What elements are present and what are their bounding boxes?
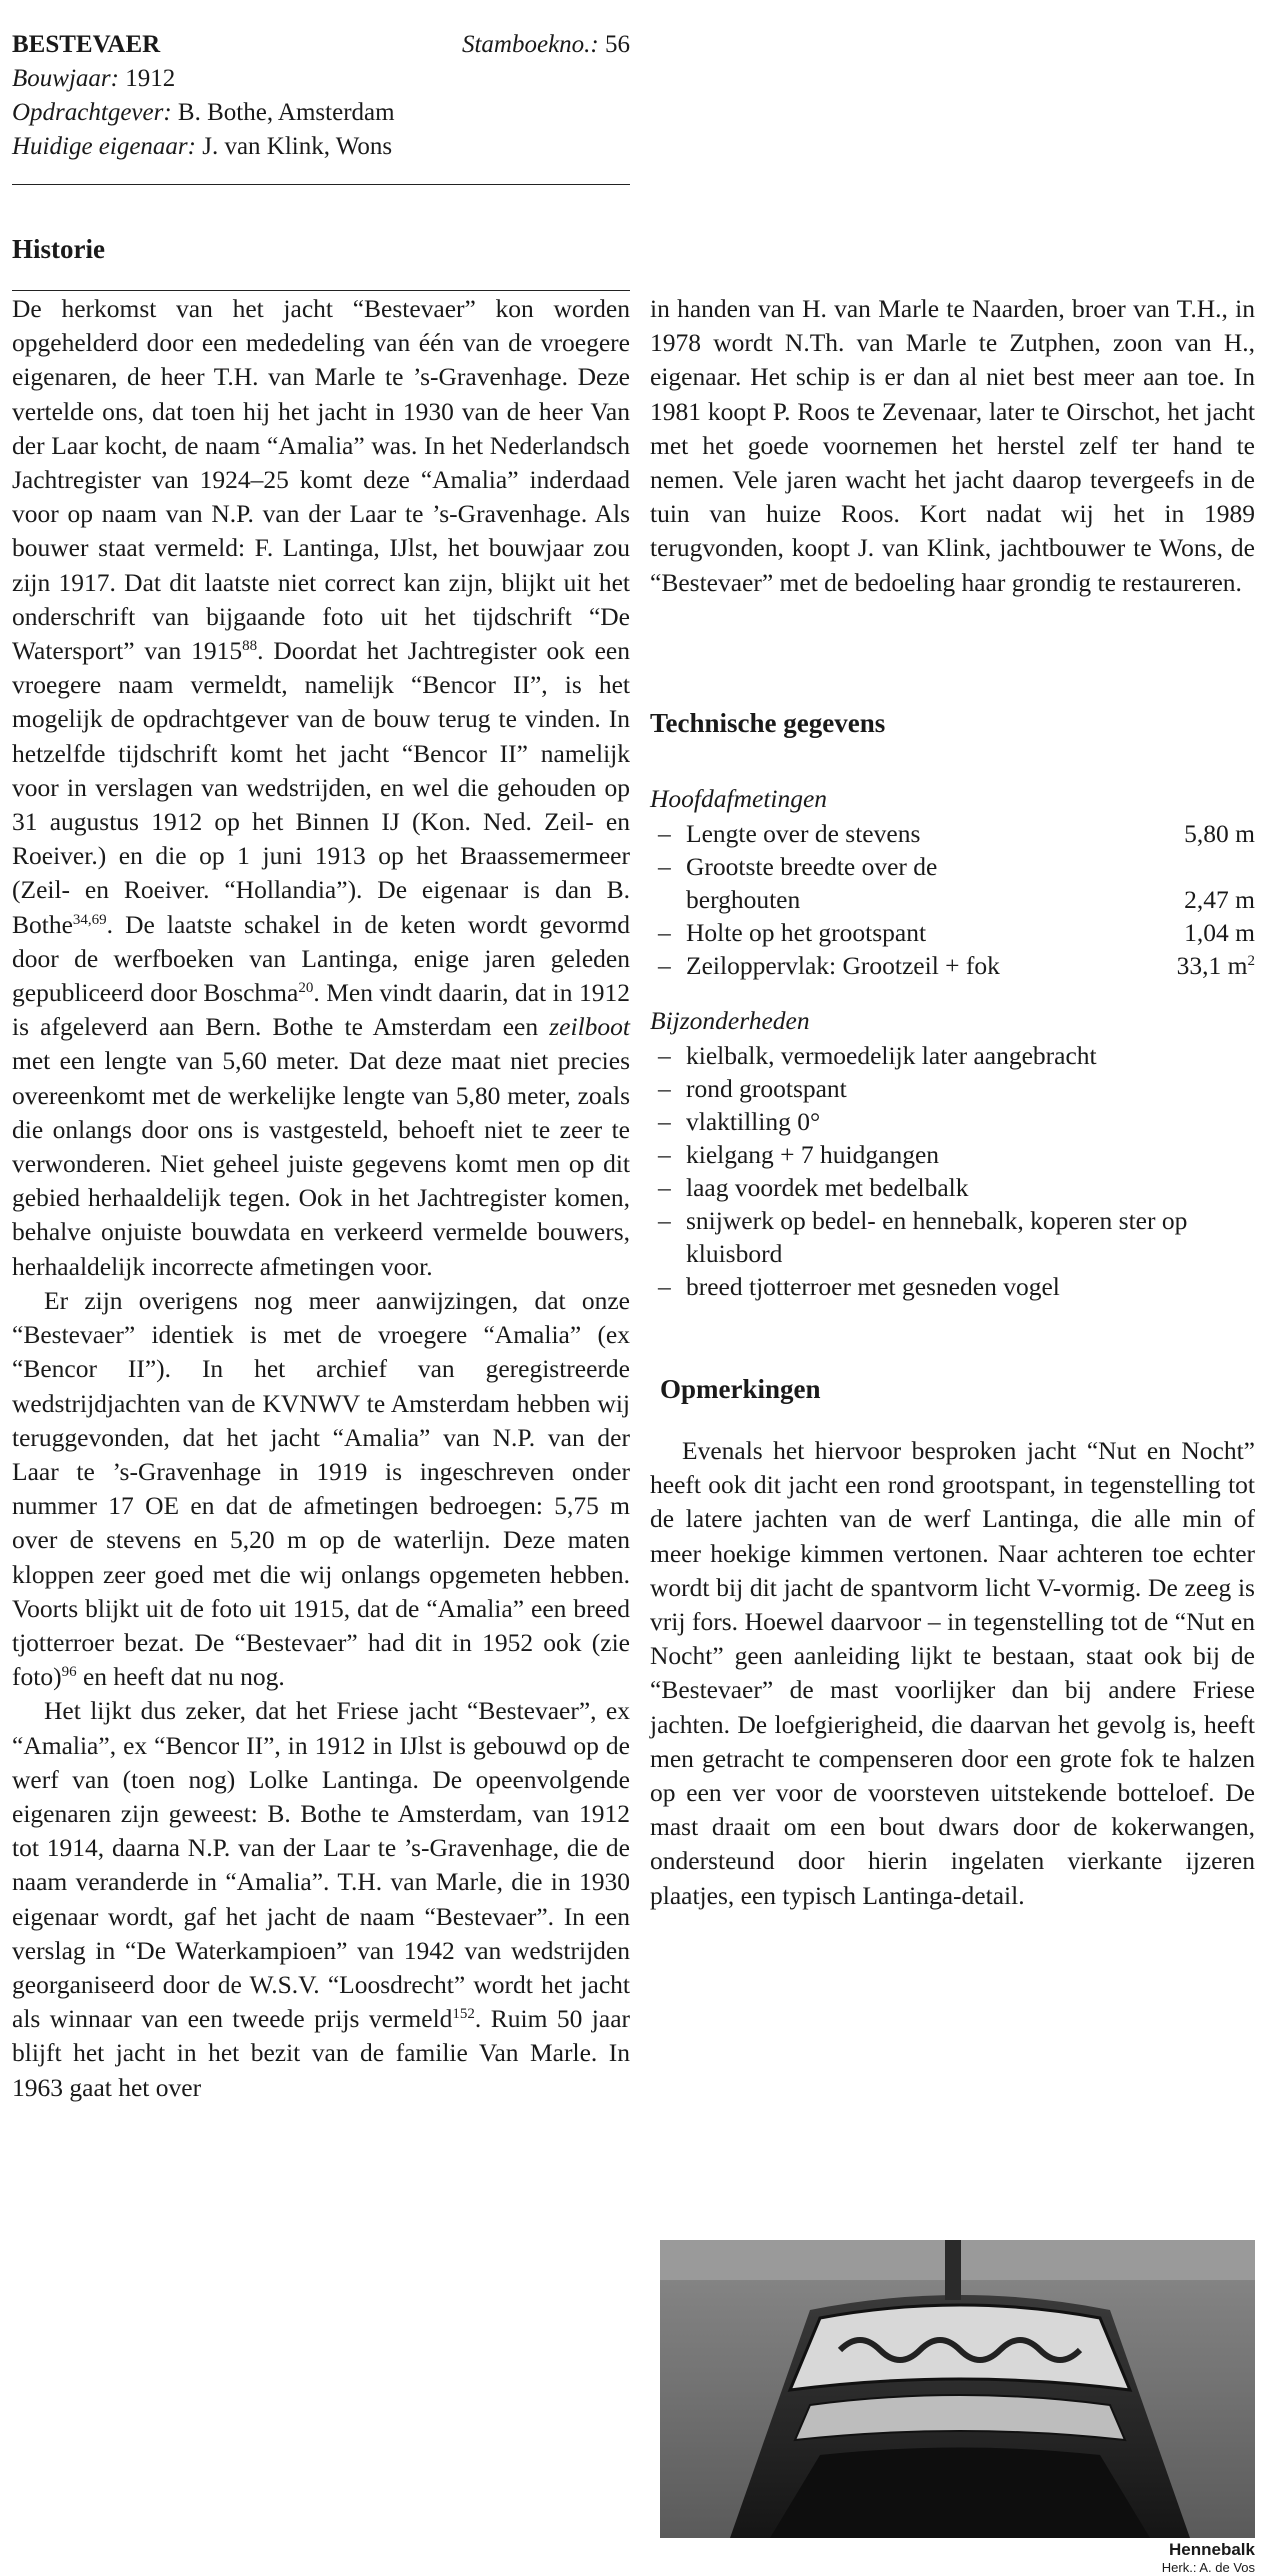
- eigenaar-value: J. van Klink, Wons: [202, 133, 393, 160]
- list-dash: –: [658, 1206, 671, 1235]
- header-rule: [12, 184, 630, 185]
- opdrachtgever-value: B. Bothe, Amsterdam: [177, 99, 395, 126]
- list-dash: –: [658, 1173, 671, 1202]
- dimension-value: 5,80 m: [1184, 819, 1255, 848]
- list-dash: –: [658, 1140, 671, 1169]
- dimensions-list: [650, 817, 1255, 982]
- ship-name: BESTEVAER: [12, 31, 161, 58]
- bijzonderheden-list: [650, 1039, 1255, 1303]
- footnote-ref: 20: [298, 980, 314, 997]
- opmerkingen-paragraph: Evenals het hiervoor besproken jacht “Nut en Nocht” heeft ook dit jacht een rond grootspant, in tegenstelling tot de latere jachten van de werf Lantinga, die alle min of meer hoekige kimmen vertonen. Naar achteren toe echter wordt bij dit jacht de spantvorm licht V-vormig. De zeeg is vrij fors. Hoewel daarvoor – in tegenstelling tot de “Nut en Nocht” geen aanleiding lijkt te bestaan, staat ook bij de “Bestevaer” de mast voorlijker dan bij andere Friese jachten. De loefgierigheid, die daarvan het gevolg is, heeft men getracht te compenseren door een grote fok te halzen op een ver voor de voorsteven uitstekende botteloef. De mast draait om een bout dwars door de kokerwangen, ondersteund door hierin ingelaten vierkante ijzeren plaatjes, een typisch Lantinga-detail.: [650, 1436, 1255, 1910]
- opdrachtgever-line: [12, 96, 630, 130]
- dimension-row: [650, 883, 1255, 916]
- bijzonderheid-item: – kielbalk, vermoedelijk later aangebracht: [658, 1041, 1097, 1070]
- dimension-label: Lengte over de stevens: [686, 819, 921, 848]
- bouwjaar-value: 1912: [125, 65, 176, 92]
- dimension-label: berghouten: [686, 885, 801, 914]
- dimension-row: [650, 949, 1255, 982]
- footnote-ref: 96: [61, 1664, 77, 1681]
- eigenaar-line: [12, 130, 630, 164]
- dimension-row: [650, 817, 1255, 850]
- list-dash: –: [658, 1107, 671, 1136]
- technische-gegevens: [650, 782, 1255, 1303]
- dimension-label: Holte op het grootspant: [686, 918, 927, 947]
- dimension-value: 1,04 m: [1184, 918, 1255, 947]
- eigenaar-label: Huidige eigenaar:: [12, 133, 196, 160]
- bijzonderheid-item: – laag voordek met bedelbalk: [658, 1173, 969, 1202]
- opdrachtgever-label: Opdrachtgever:: [12, 99, 172, 126]
- historie-heading: Historie: [12, 234, 105, 264]
- dimension-value: 2,47 m: [1184, 885, 1255, 914]
- photo-caption: [1162, 2540, 1255, 2575]
- historie-paragraph-2: Er zijn overigens nog meer aanwijzingen, dat onze “Bestevaer” identiek is met de vroegere “Amalia” (ex “Bencor II”). In het archief van geregistreerde wedstrijdjachten van de KVNWV te Amsterdam hebben wij teruggevonden, dat het jacht “Amalia” van N.P. van der Laar te ’s-Gravenhage in 1919 is ingeschreven onder nummer 17 OE en dat de afmetingen bedroegen: 5,75 m over de stevens en 5,20 m op de waterlijn. Deze maten kloppen zeer goed met die wij onlangs opgemeten hebben. Voorts blijkt uit de foto uit 1915, dat de “Amalia” een breed tjotterroer bezat. De “Bestevaer” had dit in 1952 ook (zie foto)$^{96}$ en heeft dat nu nog.: [12, 1285, 630, 1692]
- bouwjaar-label: Bouwjaar:: [12, 65, 119, 92]
- list-dash: –: [658, 1074, 671, 1103]
- hennebalk-image: [660, 2240, 1255, 2538]
- hoofdafmetingen-heading: Hoofdafmetingen: [650, 784, 828, 813]
- technische-heading: Technische gegevens: [650, 708, 886, 738]
- hennebalk-photo: [660, 2240, 1255, 2538]
- bouwjaar-line: [12, 62, 630, 96]
- historie-paragraph-3: Het lijkt dus zeker, dat het Friese jacht “Bestevaer”, ex “Amalia”, ex “Bencor II”, in 1912 in IJlst is gebouwd op de werf van (toen nog) Lolke Lantinga. De opeenvolgende eigenaren zijn geweest: B. Bothe te Amsterdam, van 1912 tot 1914, daarna N.P. van der Laar te ’s-Gravenhage, die de naam veranderde in “Amalia”. T.H. van Marle, die in 1930 eigenaar wordt, gaf het jacht de naam “Bestevaer”. In een verslag in “De Waterkampioen” van 1942 van wedstrijden georganiseerd door de W.S.V. “Loosdrecht” wordt het jacht als winnaar van een tweede prijs vermeld$^{152}$. Ruim 50 jaar blijft het jacht in het bezit van de familie Van Marle. In 1963 gaat het over: [12, 1696, 630, 2102]
- footnote-ref: 152: [452, 2006, 475, 2023]
- dimension-label: Zeiloppervlak: Grootzeil + fok: [686, 951, 1000, 980]
- opmerkingen-column: [650, 1434, 1255, 1913]
- list-dash: –: [658, 1272, 671, 1301]
- footnote-ref: 34,69: [72, 911, 107, 928]
- bijzonderheid-item: – vlaktilling 0°: [658, 1107, 821, 1136]
- bijzonderheid-item: – kielgang + 7 huidgangen: [658, 1140, 940, 1169]
- list-dash: –: [658, 951, 671, 980]
- dimension-value: 33,1 $m^2$: [1176, 951, 1255, 980]
- footnote-ref: 88: [242, 638, 258, 655]
- dimension-row: [650, 850, 1255, 883]
- bijzonderheid-item: – snijwerk op bedel- en hennebalk, koperen ster op kluisbord: [658, 1206, 1188, 1268]
- bijzonderheden-heading: Bijzonderheden: [650, 1006, 810, 1035]
- list-dash: –: [658, 852, 671, 881]
- stamboek-label: Stamboekno.:: [461, 31, 599, 58]
- list-dash: –: [658, 819, 671, 848]
- historie-paragraph-1: De herkomst van het jacht “Bestevaer” kon worden opgehelderd door een mededeling van één van de vroegere eigenaren, de heer T.H. van Marle te ’s-Gravenhage. Deze vertelde ons, dat toen hij het jacht in 1930 van de heer Van der Laar kocht, de naam “Amalia” was. In het Nederlandsch Jachtregister van 1924–25 komt deze “Amalia” inderdaad voor op naam van N.P. van der Laar te ’s-Gravenhage. Als bouwer staat vermeld: F. Lantinga, IJlst, het bouwjaar zou zijn 1917. Dat dit laatste niet correct kan zijn, blijkt uit het onderschrift van bijgaande foto uit het tijdschrift “De Watersport” van 1915$^{88}$. Doordat het Jachtregister ook een vroegere naam vermeldt, namelijk “Bencor II”, is het mogelijk de opdrachtgever van de bouw terug te vinden. In hetzelfde tijdschrift komt het jacht “Bencor II” namelijk voor in verslagen van wedstrijden, en wel die gehouden op 31 augustus 1912 op het Binnen IJ (Kon. Ned. Zeil- en Roeiver.) en die op 1 juni 1913 op het Braassemermeer (Zeil- en Roeiver. “Hollandia”). De eigenaar is dan B. Bothe$^{34,69}$. De laatste schakel in de keten wordt gevormd door de werfboeken van Lantinga, enige jaren geleden gepubliceerd door Boschma$^{20}$. Men vindt daarin, dat in 1912 is afgeleverd aan Bern. Bothe te Amsterdam een zeilboot met een lengte van 5,60 meter. Dat deze maat niet precies overeenkomt met de werkelijke lengte van 5,80 meter, zoals die onlangs door ons is vastgesteld, behoeft niet te zeer te verwonderen. Niet geheel juiste gegevens komt men op dit gebied herhaaldelijk tegen. Ook in het Jachtregister komen, behalve onjuiste bouwdata en verkeerd vermelde bouwers, herhaaldelijk incorrecte afmetingen voor.: [12, 294, 630, 1281]
- caption-title: Hennebalk: [1169, 2540, 1255, 2559]
- bijzonderheid-item: – breed tjotterroer met gesneden vogel: [658, 1272, 1060, 1301]
- historie-rule: [12, 290, 630, 291]
- stamboek-value: 56: [605, 31, 630, 58]
- header-block: [12, 28, 630, 164]
- list-dash: –: [658, 1041, 671, 1070]
- caption-credit: Herk.: A. de Vos: [1161, 2560, 1255, 2575]
- historie-paragraph-4: in handen van H. van Marle te Naarden, broer van T.H., in 1978 wordt N.Th. van Marle te Zutphen, zoon van H., eigenaar. Het schip is er dan al niet best meer aan toe. In 1981 koopt P. Roos te Zevenaar, later te Oirschot, het jacht met het goede voornemen het herstel zelf ter hand te nemen. Vele jaren wacht het jacht daarop tevergeefs in de tuin van huize Roos. Kort nadat wij het in 1989 terugvonden, koopt J. van Klink, jachtbouwer te Wons, de “Bestevaer” met de bedoeling haar grondig te restaureren.: [650, 294, 1255, 597]
- list-dash: –: [658, 918, 671, 947]
- stamboek-number: [462, 28, 630, 62]
- bijzonderheid-item: – rond grootspant: [658, 1074, 847, 1103]
- historie-left-column: [12, 292, 630, 2105]
- dimension-label: Grootste breedte over de: [686, 852, 938, 881]
- historie-right-column: [650, 292, 1255, 600]
- dimension-row: [650, 916, 1255, 949]
- opmerkingen-heading: Opmerkingen: [660, 1374, 821, 1404]
